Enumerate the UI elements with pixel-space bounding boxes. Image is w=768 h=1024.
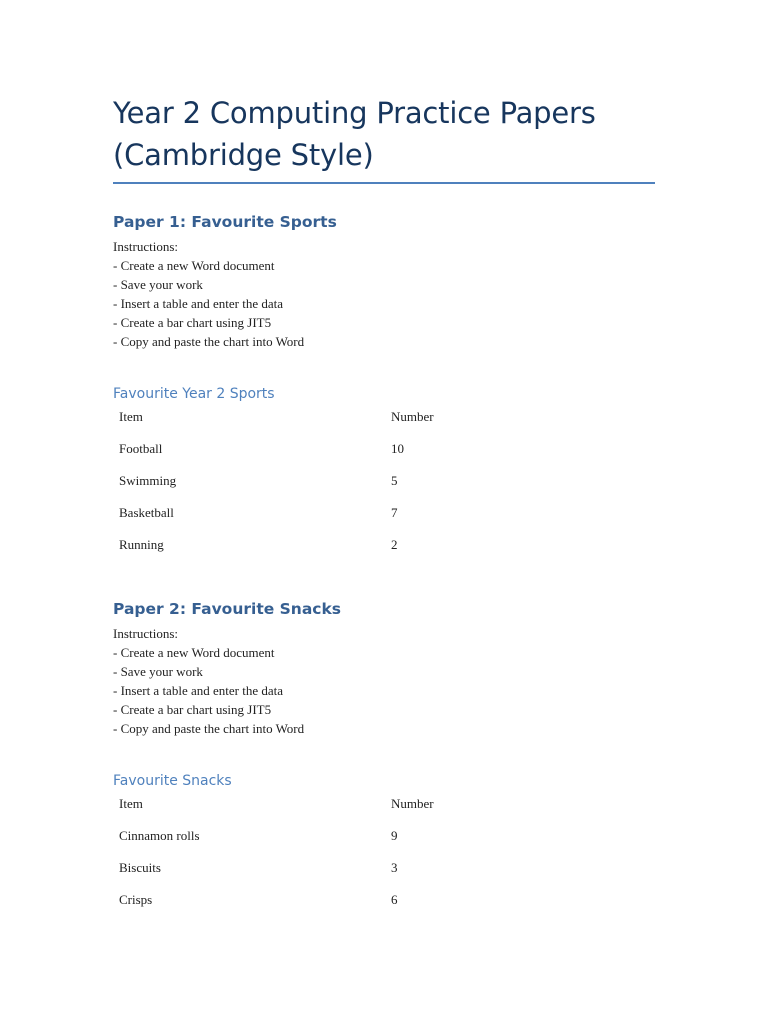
instruction-line: - Insert a table and enter the data <box>113 683 283 699</box>
instruction-line: - Copy and paste the chart into Word <box>113 721 305 737</box>
table-cell-item: Football <box>119 441 163 456</box>
column-header-number: Number <box>391 409 434 424</box>
instruction-line: - Insert a table and enter the data <box>113 296 283 312</box>
table-row <box>119 860 639 892</box>
column-header-item: Item <box>119 796 143 811</box>
paper1-instructions <box>113 237 304 352</box>
table-cell-number: 9 <box>391 828 398 843</box>
paper1-table <box>119 409 639 569</box>
paper2-table-heading: Favourite Snacks <box>113 773 232 789</box>
table-row <box>119 473 639 505</box>
column-header-item: Item <box>119 409 143 424</box>
instruction-line: - Save your work <box>113 664 203 680</box>
paper2-instructions <box>113 624 304 739</box>
table-cell-number: 2 <box>391 537 398 552</box>
instruction-line: - Create a bar chart using JIT5 <box>113 315 272 331</box>
table-row <box>119 892 639 924</box>
table-cell-item: Running <box>119 537 164 552</box>
instruction-line: - Copy and paste the chart into Word <box>113 334 305 350</box>
paper2-heading: Paper 2: Favourite Snacks <box>113 600 342 618</box>
column-header-number: Number <box>391 796 434 811</box>
instruction-line: - Create a new Word document <box>113 258 275 274</box>
table-row <box>119 441 639 473</box>
instruction-line: Instructions: <box>113 626 178 641</box>
table-cell-number: 10 <box>391 441 404 456</box>
table-cell-item: Basketball <box>119 505 174 520</box>
table-cell-number: 3 <box>391 860 398 875</box>
table-cell-number: 5 <box>391 473 398 488</box>
table-header-row <box>119 796 639 828</box>
title-line-1: Year 2 Computing Practice Papers <box>113 96 596 130</box>
table-row <box>119 828 639 860</box>
table-cell-number: 6 <box>391 892 398 907</box>
paper1-heading: Paper 1: Favourite Sports <box>113 213 337 231</box>
document-title <box>113 92 655 184</box>
instruction-line: - Create a bar chart using JIT5 <box>113 702 272 718</box>
title-line-2: (Cambridge Style) <box>113 138 374 172</box>
table-cell-item: Swimming <box>119 473 177 488</box>
table-cell-number: 7 <box>391 505 398 520</box>
table-cell-item: Cinnamon rolls <box>119 828 200 843</box>
instruction-line: - Save your work <box>113 277 203 293</box>
instruction-line: - Create a new Word document <box>113 645 275 661</box>
table-row <box>119 537 639 569</box>
paper2-table <box>119 796 639 924</box>
table-row <box>119 505 639 537</box>
table-cell-item: Biscuits <box>119 860 161 875</box>
instruction-line: Instructions: <box>113 239 178 254</box>
paper1-table-heading: Favourite Year 2 Sports <box>113 386 275 402</box>
table-cell-item: Crisps <box>119 892 153 907</box>
table-header-row <box>119 409 639 441</box>
